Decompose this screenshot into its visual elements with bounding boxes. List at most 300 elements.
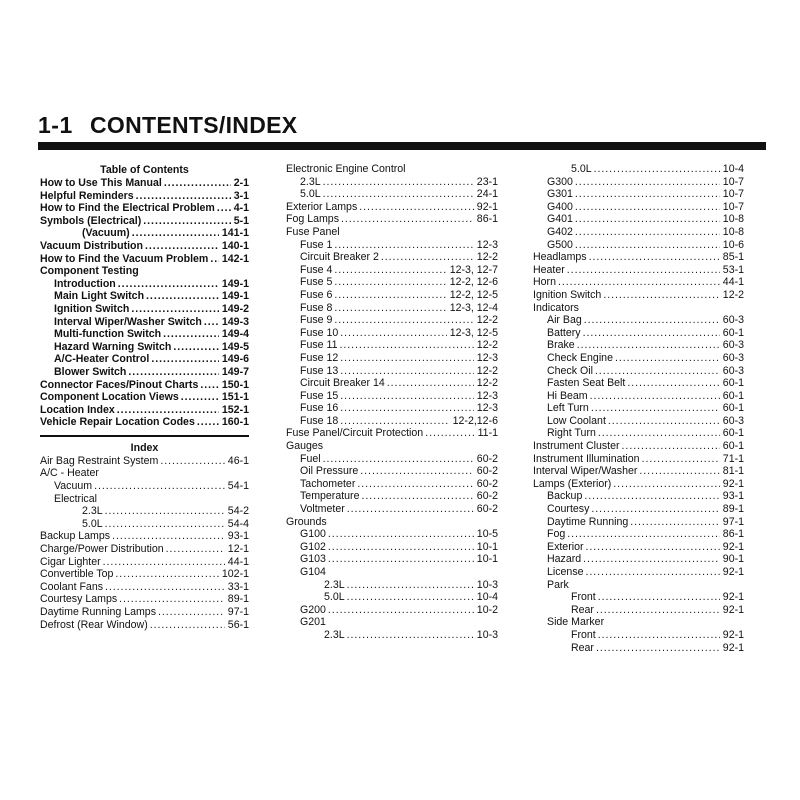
index-entry-label: Electronic Engine Control [286, 163, 406, 175]
index-entry-label: Cigar Lighter [40, 555, 101, 568]
index-entry [533, 503, 744, 516]
dot-leader [584, 490, 719, 503]
dot-leader [347, 591, 474, 604]
dot-leader [575, 213, 720, 226]
index-entry [533, 528, 744, 541]
index-entry [286, 453, 498, 466]
index-entry-label: Fuse 6 [300, 288, 333, 301]
dot-leader [150, 619, 225, 632]
index-entry [533, 264, 744, 277]
index-entry-page: 10-4 [722, 163, 744, 175]
index-entry [286, 415, 498, 428]
toc-entry [40, 278, 249, 291]
index-entry-label: Fasten Seat Belt [547, 377, 626, 390]
toc-entry-label: Component Testing [40, 265, 139, 278]
index-entry-page: 12-3, 12-5 [449, 326, 498, 339]
dot-leader [105, 518, 225, 531]
toc-entry-label: Interval Wiper/Washer Switch [54, 315, 202, 328]
index-entry [40, 556, 249, 569]
index-entry-page: 12-2 [476, 251, 498, 264]
index-entry-page: 44-1 [227, 555, 249, 568]
index-entry [533, 629, 744, 642]
dot-leader [575, 226, 720, 239]
index-entry-label: Tachometer [300, 477, 356, 490]
index-entry-page: 60-3 [722, 339, 744, 352]
index-entry [533, 226, 744, 239]
index-entry-page: 92-1 [722, 603, 744, 616]
index-entry [533, 339, 744, 352]
index-entry-page: 92-1 [722, 477, 744, 490]
index-entry [286, 188, 498, 201]
index-entry [286, 314, 498, 327]
section-divider [40, 435, 249, 437]
dot-leader [361, 490, 473, 503]
toc-entry-page: 140-1 [221, 239, 249, 252]
index-entry-page: 12-3, 12-7 [449, 263, 498, 276]
index-entry [533, 213, 744, 226]
index-entry-label: Daytime Running [547, 515, 629, 528]
page-title: CONTENTS/INDEX [90, 112, 298, 138]
column-1 [40, 163, 249, 631]
toc-entry-page: 3-1 [233, 189, 249, 202]
index-entry-label: Fuse 12 [300, 351, 339, 364]
toc-entry [40, 353, 249, 366]
index-entry-page: 86-1 [722, 528, 744, 541]
index-entry-label: 2.3L [324, 578, 345, 591]
index-entry-label: 2.3L [300, 175, 321, 188]
toc-entry [40, 177, 249, 190]
index-entry [286, 226, 498, 239]
index-entry-page: 92-1 [476, 200, 498, 213]
toc-entry-label: Hazard Warning Switch [54, 340, 172, 353]
index-entry-page: 97-1 [227, 606, 249, 618]
index-entry-page: 12-3 [476, 238, 498, 251]
dot-leader [340, 390, 474, 403]
index-list-col3 [533, 163, 744, 654]
dot-leader [132, 227, 219, 240]
toc-entry [40, 391, 249, 404]
index-entry-page: 12-2 [476, 377, 498, 390]
index-entry-label: Fuse 9 [300, 314, 333, 327]
index-entry-page: 60-1 [722, 402, 744, 415]
header-rule [38, 142, 766, 150]
index-entry [40, 518, 249, 531]
index-entry [286, 566, 498, 579]
dot-leader [323, 176, 474, 189]
index-entry-page: 60-1 [722, 389, 744, 402]
index-entry [286, 251, 498, 264]
index-entry-label: Grounds [286, 515, 327, 528]
index-entry-page: 10-5 [476, 528, 498, 541]
index-entry-label: G102 [300, 540, 326, 553]
toc-entry-page: 151-1 [221, 391, 249, 404]
index-entry [533, 415, 744, 428]
index-entry [533, 188, 744, 201]
index-entry-page: 86-1 [476, 213, 498, 226]
index-entry-page: 89-1 [722, 503, 744, 516]
dot-leader [217, 202, 231, 215]
index-entry [286, 176, 498, 189]
dot-leader [119, 593, 225, 606]
dot-leader [381, 251, 474, 264]
index-entry-label: Rear [571, 603, 594, 616]
index-entry-label: Fuse 18 [300, 414, 339, 427]
index-entry-page: 11-1 [477, 427, 498, 440]
dot-leader [357, 478, 473, 491]
index-entry-label: Instrument Illumination [533, 452, 640, 465]
dot-leader [158, 606, 225, 619]
index-entry-page: 53-1 [722, 263, 744, 276]
dot-leader [575, 201, 720, 214]
index-entry [286, 465, 498, 478]
index-entry-label: Temperature [300, 490, 360, 503]
index-entry [533, 490, 744, 503]
dot-leader [630, 516, 720, 529]
index-entry [286, 390, 498, 403]
dot-leader [567, 528, 720, 541]
index-entry-label: A/C - Heater [40, 467, 99, 480]
index-entry-label: Low Coolant [547, 414, 606, 427]
dot-leader [164, 177, 231, 190]
index-entry-label: Fuse Panel [286, 225, 340, 238]
dot-leader [340, 327, 446, 340]
index-entry [286, 629, 498, 642]
toc-entry-label: Connector Faces/Pinout Charts [40, 378, 199, 391]
index-entry-page: 44-1 [722, 276, 744, 289]
index-entry [40, 581, 249, 594]
dot-leader [181, 391, 219, 404]
dot-leader [323, 453, 474, 466]
dot-leader [340, 402, 474, 415]
index-entry [533, 302, 744, 315]
index-entry-label: Check Oil [547, 364, 593, 377]
toc-entry-page: 141-1 [221, 227, 249, 240]
index-entry-label: Exterior Lamps [286, 200, 358, 213]
index-entry [533, 377, 744, 390]
index-entry-page: 12-2 [476, 314, 498, 327]
index-entry-label: Air Bag [547, 314, 582, 327]
dot-leader [328, 528, 474, 541]
dot-leader [613, 478, 720, 491]
dot-leader [598, 629, 720, 642]
dot-leader [163, 328, 219, 341]
index-entry-label: G104 [300, 566, 326, 578]
index-entry [533, 314, 744, 327]
index-entry [286, 541, 498, 554]
toc-entry-page: 149-1 [221, 277, 249, 290]
index-entry-label: Fuse 13 [300, 364, 339, 377]
index-entry-label: Left Turn [547, 402, 589, 415]
dot-leader [594, 163, 720, 176]
index-entry-page: 92-1 [722, 566, 744, 578]
dot-leader [575, 239, 720, 252]
index-entry [533, 465, 744, 478]
index-entry-page: 60-1 [722, 427, 744, 440]
index-entry-label: Instrument Cluster [533, 440, 620, 453]
toc-entry-page: 149-7 [221, 365, 249, 378]
index-entry-label: Oil Pressure [300, 465, 359, 478]
index-entry-label: Electrical [54, 492, 97, 505]
toc-entry [40, 253, 249, 266]
index-entry [533, 604, 744, 617]
index-entry-label: 2.3L [324, 628, 345, 641]
dot-leader [583, 553, 720, 566]
dot-leader [340, 415, 449, 428]
toc-entry-page: 149-4 [221, 328, 249, 341]
index-entry-label: Ignition Switch [533, 288, 602, 301]
index-entry [533, 239, 744, 252]
index-entry-page: 71-1 [722, 452, 744, 465]
index-entry-page: 10-7 [722, 188, 744, 201]
index-entry-label: Fuse 10 [300, 326, 339, 339]
index-entry-label: Rear [571, 641, 594, 654]
index-entry-label: Fog Lamps [286, 213, 339, 226]
index-entry-page: 60-1 [722, 440, 744, 453]
index-entry-page: 12-2, 12-6 [449, 276, 498, 289]
index-entry-label: Fuel [300, 452, 321, 465]
index-entry [286, 478, 498, 491]
index-entry-page: 12-3 [476, 351, 498, 364]
toc-entry [40, 341, 249, 354]
index-entry [40, 505, 249, 518]
toc-entry [40, 265, 249, 278]
toc-entry-label: Multi-function Switch [54, 328, 162, 341]
column-3 [533, 163, 744, 654]
index-entry [286, 616, 498, 629]
dot-leader [567, 264, 720, 277]
dot-leader [103, 556, 225, 569]
index-entry-page: 10-4 [476, 591, 498, 604]
index-entry [286, 440, 498, 453]
index-entry [533, 289, 744, 302]
dot-leader [598, 591, 720, 604]
index-entry [286, 163, 498, 176]
index-entry [533, 365, 744, 378]
index-entry-page: 60-3 [722, 364, 744, 377]
index-entry-label: Fuse 11 [300, 339, 338, 352]
index-entry [533, 163, 744, 176]
index-entry-page: 12-3 [476, 389, 498, 402]
index-entry [533, 591, 744, 604]
dot-leader [347, 629, 474, 642]
index-entry-page: 60-1 [722, 377, 744, 390]
index-entry [40, 493, 249, 506]
index-entry [533, 541, 744, 554]
index-entry-label: Fog [547, 528, 566, 541]
index-entry [286, 490, 498, 503]
index-entry-page: 10-3 [476, 628, 498, 641]
toc-entry-label: Component Location Views [40, 391, 179, 404]
index-list-col2 [286, 163, 498, 642]
index-entry-label: Front [571, 591, 596, 604]
dot-leader [105, 505, 225, 518]
toc-entry-label: Location Index [40, 403, 115, 416]
index-entry-page: 60-2 [476, 465, 498, 478]
dot-leader [210, 253, 219, 266]
index-entry-label: Check Engine [547, 351, 613, 364]
index-entry-page: 12-2,12-6 [452, 414, 498, 427]
dot-leader [166, 543, 225, 556]
dot-leader [340, 339, 474, 352]
column-2 [286, 163, 498, 642]
dot-leader [328, 541, 474, 554]
dot-leader [115, 568, 218, 581]
toc-entry [40, 227, 249, 240]
index-entry-page: 97-1 [722, 515, 744, 528]
index-entry-label: Backup Lamps [40, 530, 111, 543]
dot-leader [131, 303, 219, 316]
dot-leader [340, 365, 474, 378]
index-entry-page: 24-1 [476, 188, 498, 201]
dot-leader [595, 365, 720, 378]
dot-leader [334, 289, 446, 302]
dot-leader [558, 276, 720, 289]
index-entry-page: 54-2 [227, 505, 249, 518]
index-entry [286, 327, 498, 340]
index-entry-label: 2.3L [82, 505, 103, 518]
index-entry [40, 530, 249, 543]
dot-leader [136, 190, 231, 203]
index-entry [286, 604, 498, 617]
index-entry [40, 619, 249, 632]
dot-leader [642, 453, 720, 466]
dot-leader [145, 240, 219, 253]
index-entry-label: Courtesy [547, 503, 590, 516]
index-entry [533, 478, 744, 491]
index-entry [533, 402, 744, 415]
index-entry [286, 516, 498, 529]
dot-leader [334, 239, 473, 252]
index-entry [533, 553, 744, 566]
toc-entry-page: 149-1 [221, 290, 249, 303]
index-entry [533, 566, 744, 579]
index-entry [286, 302, 498, 315]
index-entry [40, 467, 249, 480]
index-entry-label: 5.0L [571, 163, 592, 175]
index-entry-label: Voltmeter [300, 503, 345, 516]
index-entry-page: 12-3, 12-4 [449, 301, 498, 314]
index-entry-page: 92-1 [722, 628, 744, 641]
index-entry [286, 377, 498, 390]
dot-leader [143, 215, 230, 228]
dot-leader [596, 642, 720, 655]
toc-entry-label: Helpful Reminders [40, 189, 134, 202]
toc-entry-label: Main Light Switch [54, 290, 145, 303]
toc-entry-label: (Vacuum) [82, 227, 130, 240]
index-entry [40, 568, 249, 581]
index-entry [533, 579, 744, 592]
index-entry [286, 591, 498, 604]
index-entry-label: Fuse 16 [300, 402, 339, 415]
index-entry-label: Right Turn [547, 427, 596, 440]
dot-leader [589, 251, 720, 264]
index-entry-label: Circuit Breaker 2 [300, 251, 379, 264]
index-entry-label: Hi Beam [547, 389, 588, 402]
toc-entry [40, 290, 249, 303]
dot-leader [94, 480, 225, 493]
dot-leader [347, 579, 474, 592]
index-entry-label: Indicators [533, 301, 579, 314]
dot-leader [112, 530, 225, 543]
toc-list [40, 177, 249, 429]
index-entry-label: Fuse 8 [300, 301, 333, 314]
index-entry-label: Headlamps [533, 251, 587, 264]
index-entry-label: G103 [300, 553, 326, 566]
index-entry [533, 276, 744, 289]
index-entry [533, 427, 744, 440]
index-entry [40, 543, 249, 556]
dot-leader [173, 341, 219, 354]
index-entry [286, 402, 498, 415]
toc-entry [40, 303, 249, 316]
index-entry-label: Vacuum [54, 480, 93, 493]
index-entry-page: 46-1 [227, 454, 249, 467]
index-entry [286, 365, 498, 378]
toc-entry-page: 142-1 [221, 252, 249, 265]
index-entry-page: 12-1 [227, 543, 249, 556]
dot-leader [334, 302, 446, 315]
index-entry-label: Exterior [547, 540, 584, 553]
dot-leader [591, 503, 719, 516]
index-entry-label: Hazard [547, 553, 582, 566]
index-entry-page: 33-1 [227, 580, 249, 593]
index-entry-page: 60-1 [722, 326, 744, 339]
index-entry-label: Charge/Power Distribution [40, 543, 164, 556]
toc-entry-page: 5-1 [233, 214, 249, 227]
index-entry-page: 10-8 [722, 225, 744, 238]
index-entry-label: Fuse 5 [300, 276, 333, 289]
index-entry [286, 352, 498, 365]
toc-entry [40, 366, 249, 379]
index-entry-label: G200 [300, 603, 326, 616]
dot-leader [577, 339, 720, 352]
index-entry-page: 93-1 [227, 530, 249, 543]
dot-leader [627, 377, 719, 390]
dot-leader [347, 503, 474, 516]
index-entry-page: 54-1 [227, 480, 249, 493]
index-entry [286, 339, 498, 352]
index-entry-page: 60-2 [476, 477, 498, 490]
toc-entry-label: Introduction [54, 277, 116, 290]
section-number: 1-1 [38, 112, 73, 138]
index-entry [286, 289, 498, 302]
index-entry-page: 92-1 [722, 540, 744, 553]
index-entry-label: Air Bag Restraint System [40, 454, 159, 467]
dot-leader [328, 553, 474, 566]
dot-leader [334, 314, 473, 327]
toc-entry-page: 149-2 [221, 302, 249, 315]
dot-leader [603, 289, 719, 302]
index-entry-label: Park [547, 578, 569, 591]
index-entry-label: Interval Wiper/Washer [533, 465, 638, 478]
toc-entry [40, 240, 249, 253]
index-entry-label: Gauges [286, 440, 324, 453]
toc-entry-page: 152-1 [221, 403, 249, 416]
dot-leader [160, 455, 224, 468]
toc-entry-page: 4-1 [233, 202, 249, 215]
dot-leader [128, 366, 218, 379]
index-entry [533, 327, 744, 340]
toc-entry-page: 149-5 [221, 340, 249, 353]
dot-leader [596, 604, 720, 617]
dot-leader [590, 390, 720, 403]
index-entry [533, 176, 744, 189]
toc-entry-label: Blower Switch [54, 365, 127, 378]
index-entry-label: G400 [547, 200, 573, 213]
toc-entry [40, 316, 249, 329]
dot-leader [340, 352, 474, 365]
index-entry-page: 56-1 [227, 618, 249, 631]
